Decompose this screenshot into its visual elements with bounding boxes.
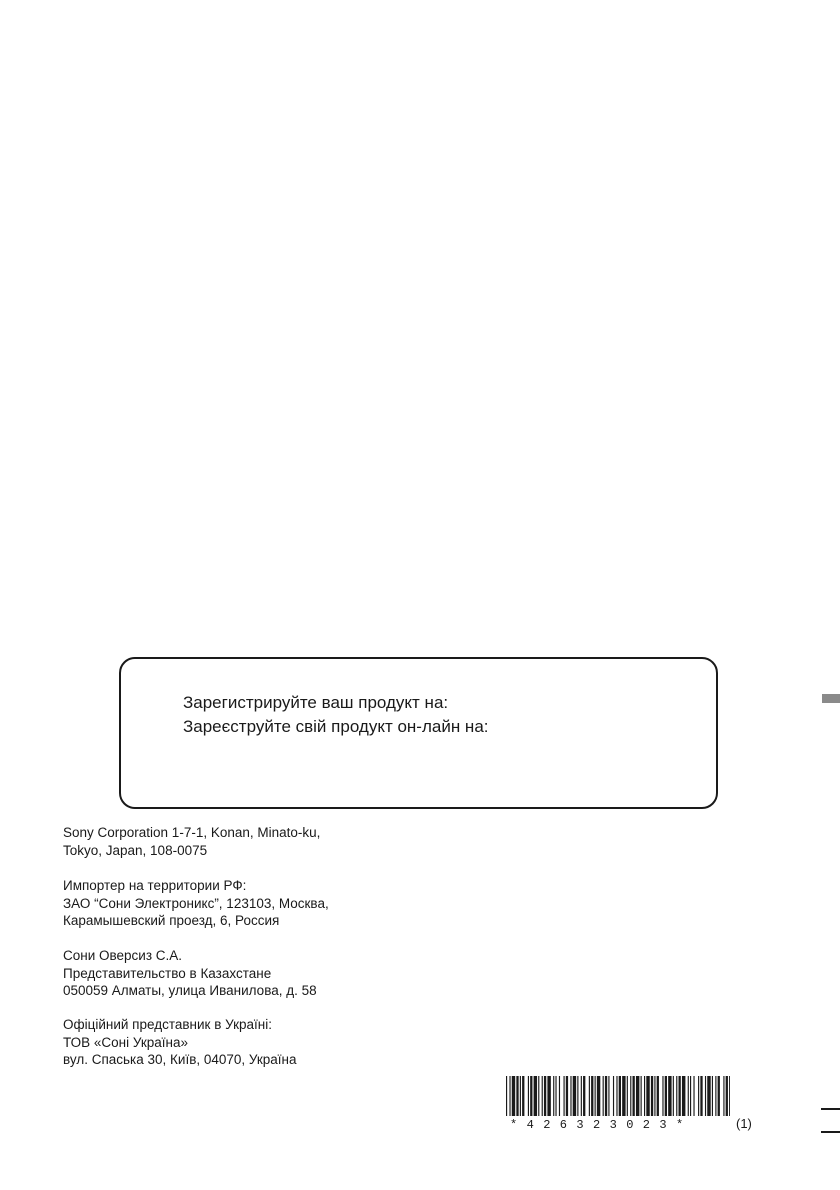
registration-box <box>119 657 718 809</box>
barcode-suffix: (1) <box>736 1116 752 1131</box>
side-tab-marker <box>822 694 840 703</box>
barcode-bar <box>619 1076 621 1116</box>
importer-ru-address <box>63 877 329 930</box>
barcode-bar <box>553 1076 554 1116</box>
registration-text-ua: Зареєструйте свій продукт он-лайн на: <box>183 717 489 736</box>
barcode-bar <box>644 1076 645 1116</box>
barcode-bar <box>616 1076 617 1116</box>
importer-ru-line-1: Импортер на территории РФ: <box>63 878 247 893</box>
representative-kz-line-1: Сони Оверсиз С.А. <box>63 948 183 963</box>
barcode-bar <box>547 1076 550 1116</box>
barcode-bar <box>581 1076 582 1116</box>
barcode-bar <box>654 1076 655 1116</box>
barcode-bar <box>566 1076 568 1116</box>
barcode-bar <box>676 1076 677 1116</box>
barcode-bar <box>542 1076 543 1116</box>
barcode-bar <box>662 1076 663 1116</box>
barcode-bar <box>570 1076 571 1116</box>
barcode-bar <box>700 1076 702 1116</box>
representative-ua-line-3: вул. Спаська 30, Київ, 04070, Україна <box>63 1052 297 1067</box>
barcode-bar <box>690 1076 691 1116</box>
importer-ru-line-3: Карамышевский проезд, 6, Россия <box>63 913 280 928</box>
manufacturer-line-2: Tokyo, Japan, 108-0075 <box>63 842 208 858</box>
barcode-bar <box>646 1076 649 1116</box>
barcode-bar <box>520 1076 521 1116</box>
barcode-bar <box>712 1076 713 1116</box>
barcode-bar <box>633 1076 635 1116</box>
barcode-bar <box>509 1076 510 1116</box>
barcode-digits: *426323023* <box>510 1118 693 1132</box>
manufacturer-address <box>63 824 320 859</box>
barcode-bar <box>682 1076 685 1116</box>
manufacturer-line-1: Sony Corporation 1-7-1, Konan, Minato-ku, <box>63 825 321 840</box>
barcode-bar <box>538 1076 539 1116</box>
barcode-bar <box>595 1076 596 1116</box>
barcode-bar <box>559 1076 560 1116</box>
representative-kz-address <box>63 947 317 1000</box>
barcode-bar <box>516 1076 518 1116</box>
barcode-bar <box>534 1076 537 1116</box>
representative-ua-address <box>63 1016 297 1069</box>
barcode-bar <box>597 1076 600 1116</box>
barcode-bar <box>564 1076 565 1116</box>
representative-ua-line-2: ТОВ «Соні Україна» <box>63 1034 188 1050</box>
barcode-bar <box>636 1076 639 1116</box>
representative-kz-line-2: Представительство в Казахстане <box>63 965 272 981</box>
crop-mark-top <box>821 1108 840 1110</box>
barcode-bar <box>729 1076 730 1116</box>
barcode-bar <box>705 1076 706 1116</box>
barcode-bar <box>679 1076 681 1116</box>
barcode-bar <box>544 1076 546 1116</box>
barcode-bar <box>668 1076 671 1116</box>
barcode-bar <box>605 1076 607 1116</box>
barcode-bar <box>651 1076 653 1116</box>
barcode-bar <box>603 1076 604 1116</box>
representative-ua-line-1: Офіційний представник в Україні: <box>63 1017 272 1032</box>
barcode-bar <box>627 1076 628 1116</box>
barcode-bar <box>591 1076 593 1116</box>
barcode-bar <box>718 1076 720 1116</box>
barcode-bar <box>688 1076 689 1116</box>
barcode-bar <box>555 1076 556 1116</box>
barcode-bar <box>608 1076 609 1116</box>
barcode-bar <box>723 1076 724 1116</box>
barcode-bar <box>665 1076 667 1116</box>
representative-kz-line-3: 050059 Алматы, улица Иванилова, д. 58 <box>63 983 317 998</box>
registration-text-ru: Зарегистрируйте ваш продукт на: <box>183 693 449 712</box>
barcode-bar <box>698 1076 699 1116</box>
barcode-bar <box>573 1076 576 1116</box>
barcode-bar <box>530 1076 532 1116</box>
barcode-bar <box>613 1076 614 1116</box>
barcode-bar <box>577 1076 578 1116</box>
barcode-bar <box>622 1076 625 1116</box>
barcode-image <box>506 1076 730 1116</box>
barcode-bar <box>641 1076 642 1116</box>
barcode-bar <box>673 1076 674 1116</box>
barcode-bar <box>528 1076 529 1116</box>
barcode-bar <box>707 1076 710 1116</box>
barcode-bar <box>715 1076 716 1116</box>
barcode-bar <box>693 1076 694 1116</box>
crop-mark-bottom <box>821 1131 840 1133</box>
barcode-bar <box>506 1076 507 1116</box>
barcode-bar <box>657 1076 659 1116</box>
barcode-bar <box>630 1076 631 1116</box>
barcode-bar <box>583 1076 585 1116</box>
barcode-bar <box>522 1076 524 1116</box>
barcode-bar <box>589 1076 590 1116</box>
barcode-bar <box>726 1076 728 1116</box>
barcode-bar <box>512 1076 515 1116</box>
importer-ru-line-2: ЗАО “Сони Электроникс”, 123103, Москва, <box>63 895 329 911</box>
